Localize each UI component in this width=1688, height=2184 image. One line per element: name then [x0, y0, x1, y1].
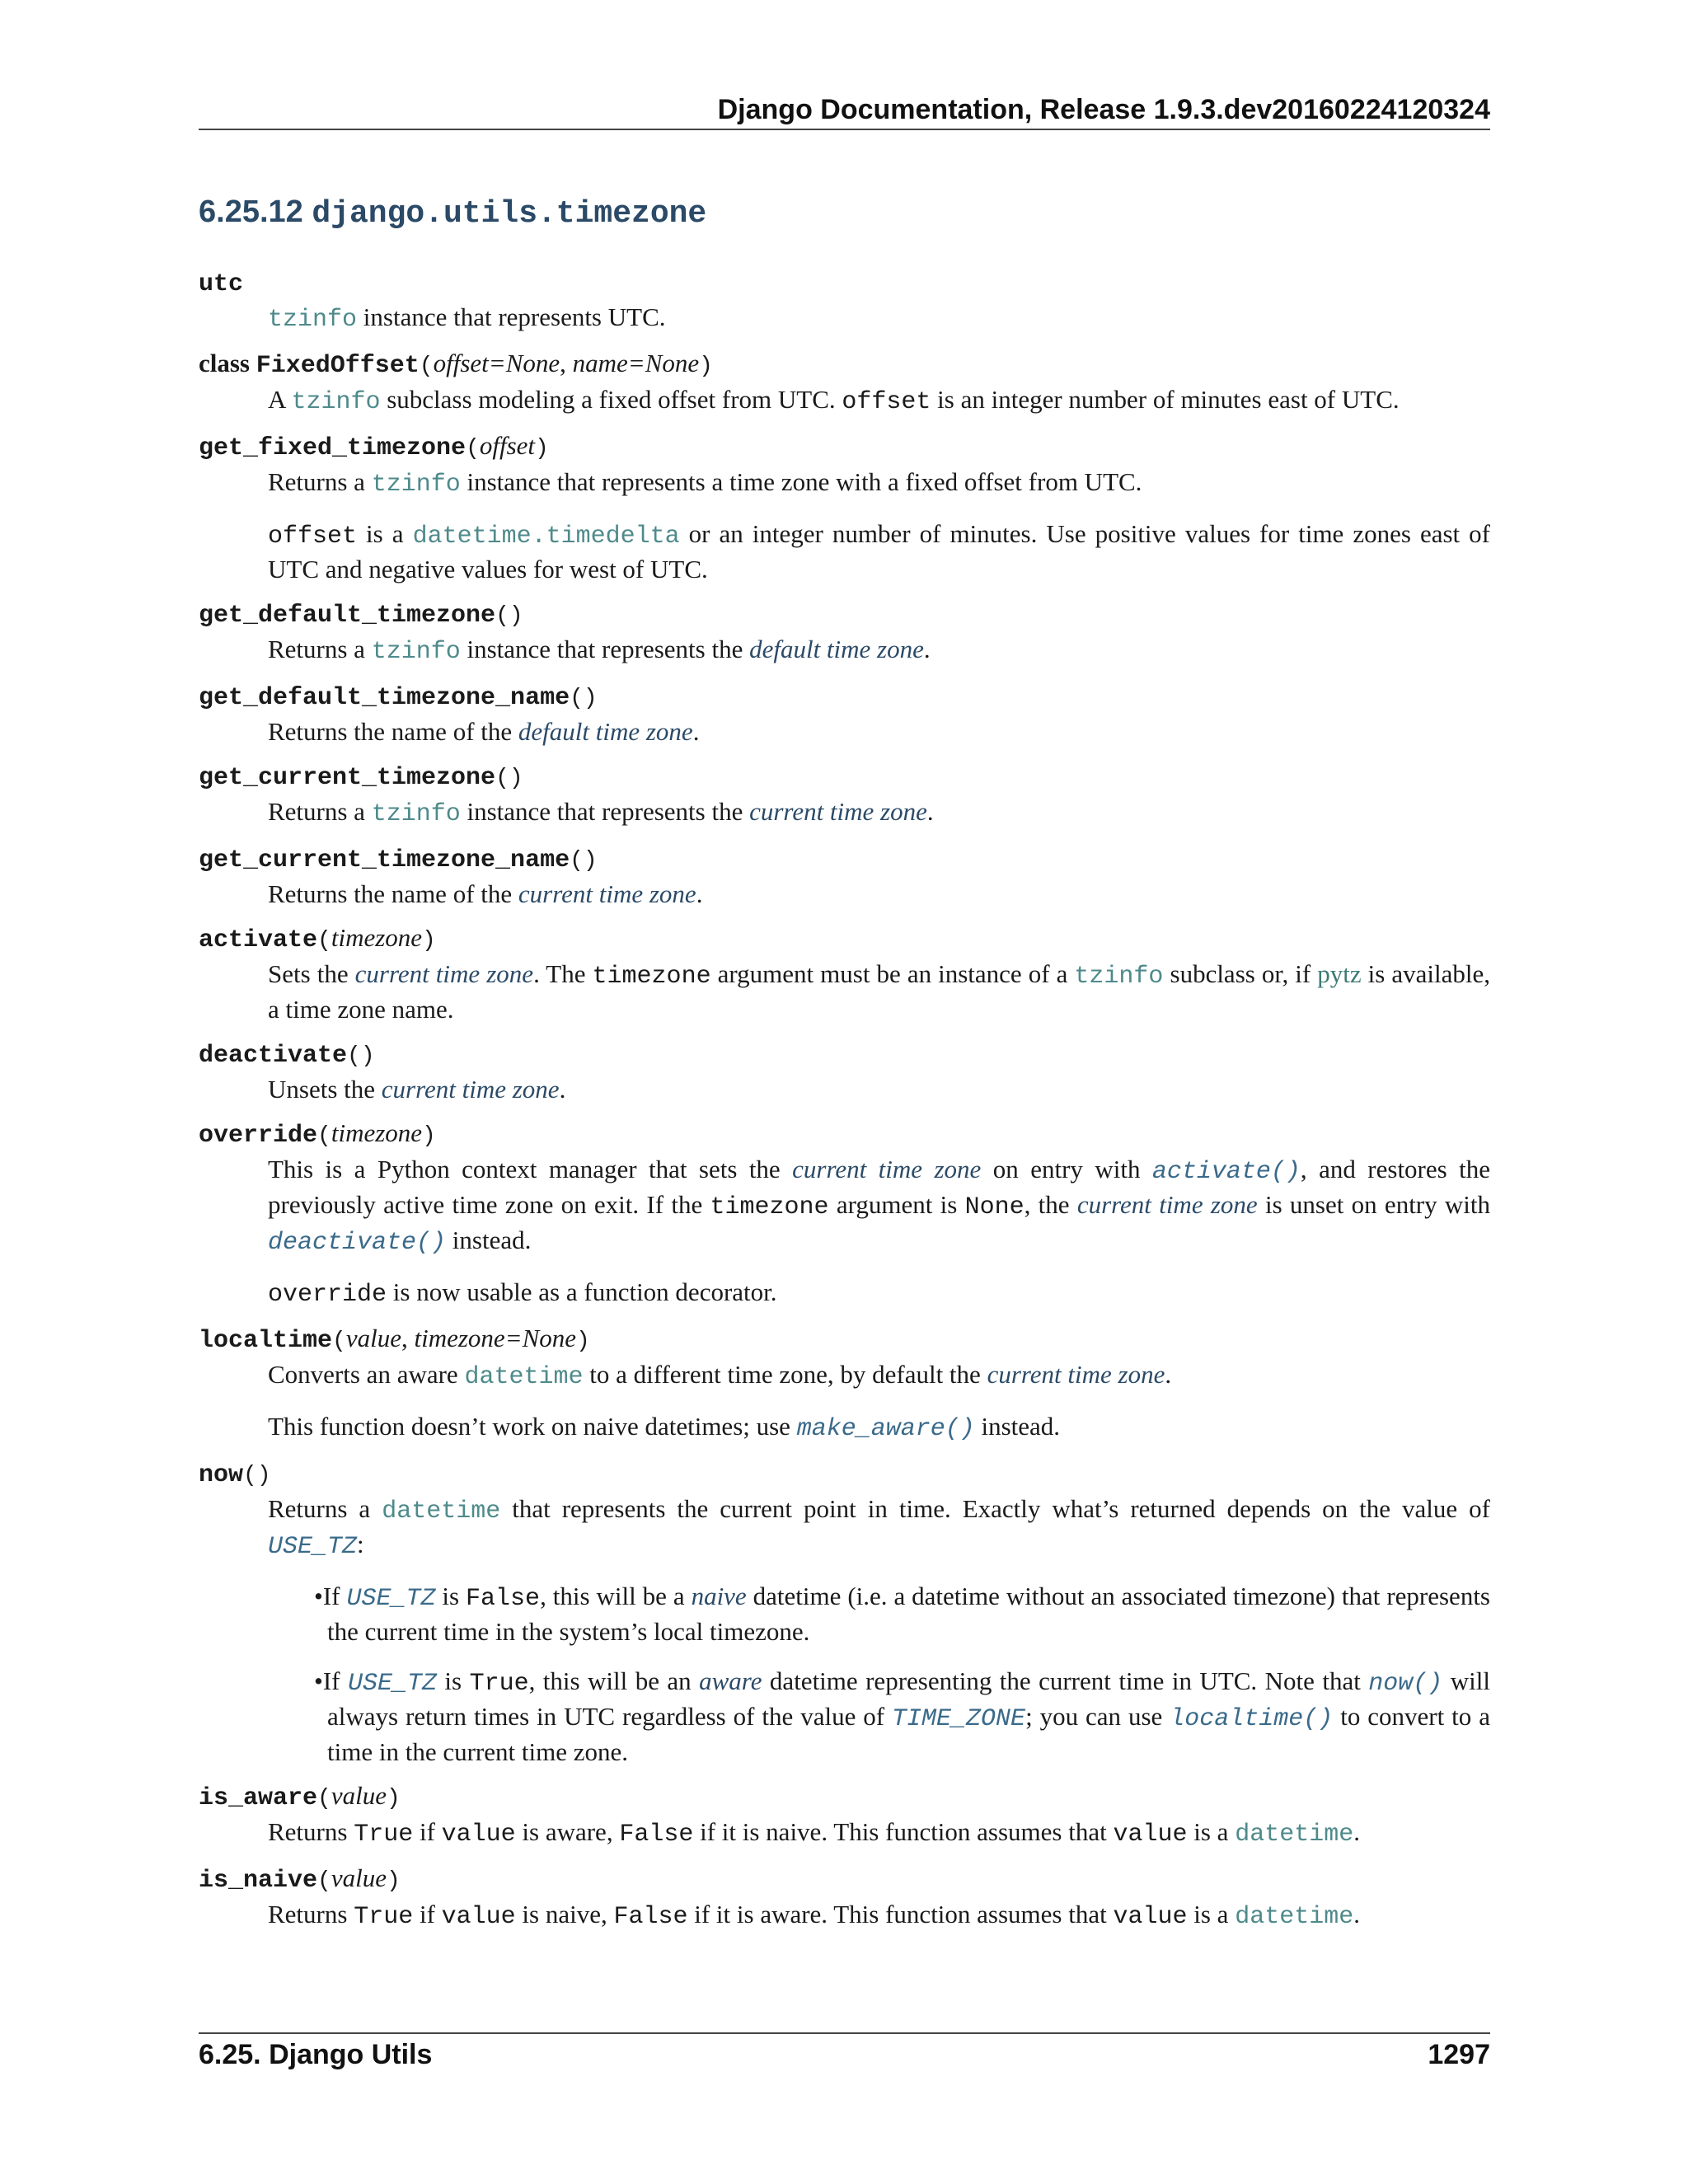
desc-text: Returns a — [268, 1494, 382, 1523]
desc-text: is — [435, 1582, 467, 1610]
ref-tzinfo[interactable]: tzinfo — [371, 800, 461, 828]
link-current-time-zone[interactable]: current time zone — [381, 1075, 560, 1104]
param-value: value — [345, 1324, 401, 1352]
desc-text: This function doesn’t work on naive datetimes; use — [268, 1412, 797, 1441]
ref-deactivate[interactable]: deactivate() — [268, 1229, 447, 1257]
link-current-time-zone[interactable]: current time zone — [792, 1155, 982, 1183]
entry-utc — [199, 265, 1490, 336]
code-literal: offset — [842, 388, 931, 416]
desc-text: or an integer number of minutes. Use positive values for time zones east of UTC and negative values for west of UTC. — [268, 519, 1491, 583]
entry-localtime — [199, 1322, 1490, 1446]
description-deactivate — [268, 1073, 1490, 1106]
desc-text: is available, a time zone name. — [268, 959, 1491, 1024]
desc-text: to a different time zone, by default the — [583, 1360, 987, 1389]
ref-tzinfo[interactable]: tzinfo — [1074, 963, 1164, 991]
parens: () — [243, 1463, 271, 1488]
signature-activate — [199, 921, 1490, 958]
desc-text: if it is aware. This function assumes that — [687, 1900, 1114, 1929]
paren-open: ( — [332, 1329, 346, 1354]
running-footer — [199, 2032, 1490, 2074]
func-name: now — [199, 1461, 244, 1489]
entry-get-default-timezone — [199, 597, 1490, 668]
code-literal: timezone — [592, 963, 711, 991]
footer-section: 6.25. Django Utils — [199, 2039, 433, 2070]
signature-get-fixed-timezone — [199, 429, 1490, 466]
ref-datetime[interactable]: datetime — [382, 1497, 501, 1526]
desc-text: Returns a — [268, 797, 372, 826]
signature-fixed-offset — [199, 347, 1490, 383]
desc-text: . — [1353, 1900, 1360, 1929]
entry-get-default-timezone-name — [199, 679, 1490, 748]
desc-text: is unset on entry with — [1257, 1190, 1491, 1219]
code-literal: value — [441, 1903, 516, 1931]
entry-get-fixed-timezone — [199, 429, 1490, 586]
signature-get-default-timezone — [199, 597, 1490, 633]
entry-activate — [199, 921, 1490, 1026]
description-utc — [268, 301, 1490, 336]
func-name: get_default_timezone_name — [199, 684, 570, 712]
desc-text: , this will be a — [540, 1582, 692, 1610]
ref-use-tz[interactable]: USE_TZ — [346, 1585, 436, 1613]
signature-override — [199, 1117, 1490, 1153]
code-literal: value — [1113, 1903, 1188, 1931]
desc-text: Returns — [268, 1817, 354, 1846]
code-literal: True — [469, 1670, 529, 1698]
link-current-time-zone[interactable]: current time zone — [987, 1360, 1165, 1389]
document-page — [199, 0, 1490, 2184]
entry-override — [199, 1117, 1490, 1311]
paren-close: ) — [386, 1868, 401, 1894]
code-literal: True — [354, 1821, 414, 1849]
signature-localtime — [199, 1322, 1490, 1358]
func-name: activate — [199, 926, 318, 954]
desc-text: is now usable as a function decorator. — [387, 1277, 777, 1306]
desc-text: : — [357, 1530, 364, 1558]
desc-text: , this will be an — [528, 1666, 700, 1695]
code-literal: False — [619, 1821, 694, 1849]
desc-text: is a — [1187, 1817, 1236, 1846]
code-literal: True — [354, 1903, 414, 1931]
param-sep: , — [560, 349, 573, 377]
desc-text: is — [436, 1666, 470, 1695]
paren-close: ) — [535, 436, 549, 462]
description-get-current-timezone-name — [268, 878, 1490, 911]
code-literal: False — [466, 1585, 541, 1613]
signature-deactivate — [199, 1037, 1490, 1073]
link-current-time-zone[interactable]: current time zone — [518, 879, 696, 908]
paren-close: ) — [699, 354, 713, 379]
ref-datetime[interactable]: datetime — [1235, 1821, 1354, 1849]
desc-text: A — [268, 385, 292, 414]
func-name: localtime — [199, 1327, 333, 1355]
paren-close: ) — [422, 928, 436, 954]
func-name: deactivate — [199, 1042, 348, 1070]
entry-deactivate — [199, 1037, 1490, 1106]
param-timezone: timezone=None — [414, 1324, 577, 1352]
func-name: get_current_timezone_name — [199, 846, 570, 874]
desc-text: subclass or, if — [1163, 959, 1318, 988]
ref-tzinfo[interactable]: tzinfo — [371, 638, 461, 666]
desc-text: . — [1353, 1817, 1360, 1846]
paren-close: ) — [576, 1329, 590, 1354]
signature-get-default-timezone-name — [199, 679, 1490, 715]
desc-text: instance that represents UTC. — [357, 302, 666, 331]
param-offset: offset=None — [433, 349, 560, 377]
desc-text: Returns the name of the — [268, 879, 518, 908]
ref-tzinfo[interactable]: tzinfo — [371, 471, 461, 499]
desc-text: . — [696, 879, 703, 908]
class-name: FixedOffset — [256, 352, 420, 380]
description-get-default-timezone — [268, 633, 1490, 668]
param-value: value — [331, 1781, 387, 1810]
desc-text: Returns — [268, 1900, 354, 1929]
paren-open: ( — [317, 1786, 331, 1811]
desc-text: if — [413, 1900, 442, 1929]
desc-text: . The — [533, 959, 593, 988]
desc-text: instance that represents a time zone with a fixed offset from UTC. — [460, 467, 1142, 496]
ref-use-tz[interactable]: USE_TZ — [268, 1533, 358, 1561]
description-localtime — [268, 1358, 1490, 1446]
parens: () — [570, 686, 598, 711]
description-get-fixed-timezone — [268, 466, 1490, 586]
class-keyword: class — [199, 349, 256, 377]
signature-is-naive — [199, 1862, 1490, 1898]
link-current-time-zone[interactable]: current time zone — [1076, 1190, 1258, 1219]
section-number: 6.25.12 — [199, 194, 303, 229]
desc-text: on entry with — [981, 1155, 1152, 1183]
signature-get-current-timezone — [199, 759, 1490, 795]
func-name: get_current_timezone — [199, 764, 496, 792]
param-timezone: timezone — [331, 923, 423, 952]
code-literal: value — [1113, 1821, 1188, 1849]
desc-text: is an integer number of minutes east of UTC. — [931, 385, 1400, 414]
desc-text: Converts an aware — [268, 1360, 465, 1389]
link-default-time-zone[interactable]: default time zone — [518, 717, 693, 746]
func-name: is_naive — [199, 1867, 318, 1895]
desc-text: is aware, — [515, 1817, 620, 1846]
bullet-text: •If — [314, 1582, 347, 1610]
entry-fixed-offset — [199, 347, 1490, 419]
code-literal: timezone — [710, 1193, 829, 1221]
desc-text: Unsets the — [268, 1075, 382, 1104]
link-current-time-zone[interactable]: current time zone — [354, 959, 534, 988]
desc-text: . — [1165, 1360, 1172, 1389]
desc-text: instead. — [974, 1412, 1061, 1441]
desc-text: argument is — [828, 1190, 965, 1219]
module-name: django.utils.timezone — [312, 196, 707, 232]
param-name: name=None — [572, 349, 700, 377]
desc-text: Sets the — [268, 959, 355, 988]
description-fixed-offset — [268, 383, 1490, 419]
desc-text: . — [559, 1075, 566, 1104]
entry-is-aware — [199, 1779, 1490, 1851]
description-get-current-timezone — [268, 795, 1490, 831]
desc-text: that represents the current point in time. Exactly what’s returned depends on the value of — [500, 1494, 1490, 1523]
running-header — [199, 89, 1490, 130]
parens: () — [495, 766, 523, 791]
func-name: is_aware — [199, 1784, 318, 1812]
signature-is-aware — [199, 1779, 1490, 1816]
param-value: value — [331, 1863, 387, 1892]
func-name: get_default_timezone — [199, 602, 496, 630]
paren-close: ) — [422, 1123, 436, 1149]
desc-text: will always return times in UTC regardless of the value of — [327, 1666, 1490, 1731]
link-aware[interactable]: aware — [699, 1666, 762, 1695]
link-pytz[interactable]: pytz — [1317, 959, 1362, 988]
desc-text: Returns the name of the — [268, 717, 518, 746]
description-is-naive — [268, 1898, 1490, 1933]
desc-text: instance that represents the — [460, 635, 750, 663]
param-timezone: timezone — [331, 1118, 423, 1147]
paren-close: ) — [386, 1786, 401, 1811]
code-literal: False — [613, 1903, 688, 1931]
entry-now — [199, 1456, 1490, 1769]
description-is-aware — [268, 1816, 1490, 1851]
desc-text: Returns a — [268, 467, 372, 496]
link-default-time-zone[interactable]: default time zone — [749, 635, 924, 663]
description-activate — [268, 958, 1490, 1026]
running-header-title: Django Documentation, Release 1.9.3.dev20160224120324 — [717, 94, 1490, 125]
desc-text: to convert to a time in the current time zone. — [327, 1702, 1490, 1766]
code-literal: value — [441, 1821, 516, 1849]
now-bullet-list — [314, 1580, 1490, 1769]
link-naive[interactable]: naive — [691, 1582, 747, 1610]
paren-open: ( — [419, 354, 434, 379]
description-get-default-timezone-name — [268, 715, 1490, 748]
code-literal: None — [964, 1193, 1025, 1221]
page-number: 1297 — [1428, 2039, 1490, 2070]
desc-text: if — [413, 1817, 442, 1846]
desc-text: , and restores the previously active time zone on exit. If the — [268, 1155, 1491, 1219]
description-override — [268, 1153, 1490, 1311]
param-sep: , — [401, 1324, 415, 1352]
paren-open: ( — [317, 928, 331, 954]
desc-text: . — [923, 635, 931, 663]
ref-time-zone[interactable]: TIME_ZONE — [892, 1705, 1026, 1733]
desc-text: subclass modeling a fixed offset from UTC. — [380, 385, 842, 414]
code-literal: override — [268, 1281, 387, 1309]
func-name: get_fixed_timezone — [199, 434, 467, 462]
desc-text: if it is naive. This function assumes that — [693, 1817, 1114, 1846]
desc-text: . — [926, 797, 934, 826]
list-item — [314, 1665, 1490, 1769]
bullet-text: •If — [314, 1666, 348, 1695]
desc-text: ; you can use — [1025, 1702, 1170, 1731]
parens: () — [570, 848, 598, 874]
entry-is-naive — [199, 1862, 1490, 1933]
ref-activate[interactable]: activate() — [1151, 1158, 1301, 1186]
desc-text: instead. — [446, 1226, 532, 1254]
desc-text: Returns a — [268, 635, 372, 663]
description-now — [268, 1493, 1490, 1769]
func-name: override — [199, 1122, 318, 1150]
entry-get-current-timezone — [199, 759, 1490, 831]
ref-datetime[interactable]: datetime — [1235, 1903, 1354, 1931]
desc-text: , the — [1024, 1190, 1077, 1219]
desc-text: datetime representing the current time in UTC. Note that — [762, 1666, 1369, 1695]
list-item — [314, 1580, 1490, 1648]
desc-text: instance that represents the — [460, 797, 750, 826]
ref-datetime-timedelta[interactable]: datetime.timedelta — [412, 523, 680, 551]
desc-text: . — [692, 717, 700, 746]
func-name: utc — [199, 270, 244, 298]
paren-open: ( — [317, 1868, 331, 1894]
entry-get-current-timezone-name — [199, 841, 1490, 911]
desc-text: is a — [1187, 1900, 1236, 1929]
desc-text: is naive, — [515, 1900, 614, 1929]
ref-tzinfo[interactable]: tzinfo — [268, 306, 358, 334]
signature-now — [199, 1456, 1490, 1493]
doc-content — [199, 265, 1490, 1944]
ref-tzinfo[interactable]: tzinfo — [291, 388, 381, 416]
link-current-time-zone[interactable]: current time zone — [749, 797, 927, 826]
parens: () — [495, 603, 523, 629]
desc-text: is a — [357, 519, 413, 548]
desc-text: argument must be an instance of a — [710, 959, 1075, 988]
desc-text: This is a Python context manager that sets the — [268, 1155, 793, 1183]
param-offset: offset — [479, 431, 536, 460]
ref-datetime[interactable]: datetime — [464, 1363, 584, 1391]
paren-open: ( — [466, 436, 480, 462]
parens: () — [347, 1043, 375, 1069]
paren-open: ( — [317, 1123, 331, 1149]
code-literal: offset — [268, 523, 358, 551]
signature-utc — [199, 265, 1490, 301]
signature-get-current-timezone-name — [199, 841, 1490, 878]
ref-localtime[interactable]: localtime() — [1170, 1705, 1334, 1733]
ref-make-aware[interactable]: make_aware() — [796, 1415, 975, 1443]
section-title — [199, 194, 706, 232]
ref-use-tz[interactable]: USE_TZ — [347, 1670, 437, 1698]
desc-text: datetime (i.e. a datetime without an associated timezone) that represents the current time in the system’s local timezone. — [327, 1582, 1490, 1646]
ref-now[interactable]: now() — [1368, 1670, 1443, 1698]
